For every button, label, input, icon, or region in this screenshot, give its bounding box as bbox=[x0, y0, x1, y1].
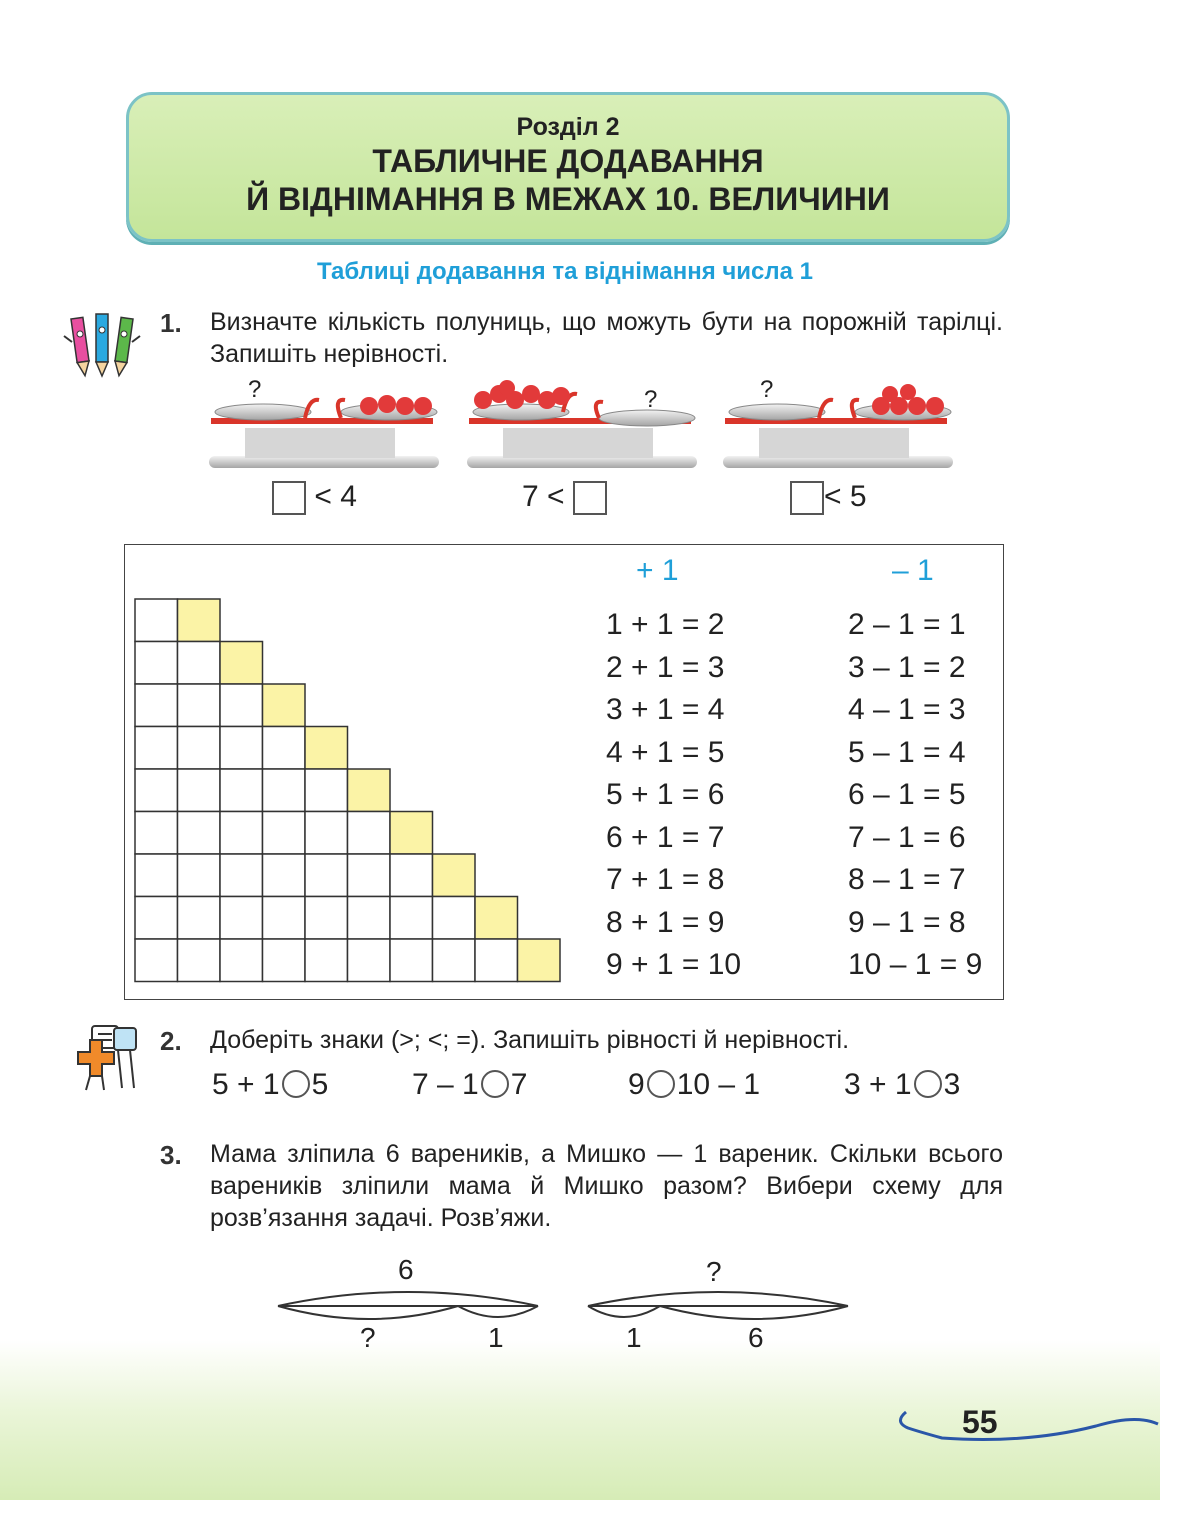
minus-one-header: – 1 bbox=[892, 554, 934, 587]
grid-cell bbox=[263, 939, 306, 982]
scale3-question: ? bbox=[760, 376, 774, 403]
grid-cell bbox=[433, 939, 476, 982]
expression-1: 5 + 1 5 bbox=[212, 1068, 329, 1101]
grid-cell bbox=[135, 727, 178, 770]
minus-equation-row: 7 – 1 = 6 bbox=[848, 820, 966, 854]
grid-cell bbox=[178, 939, 221, 982]
grid-cell bbox=[135, 897, 178, 940]
minus-equation-row: 9 – 1 = 8 bbox=[848, 905, 966, 939]
grid-cell bbox=[135, 769, 178, 812]
expression-3: 9 10 – 1 bbox=[628, 1068, 761, 1101]
plus-one-header: + 1 bbox=[636, 554, 679, 587]
grid-cell bbox=[135, 642, 178, 685]
expression-4: 3 + 1 3 bbox=[844, 1068, 961, 1101]
pencils-characters-icon bbox=[60, 306, 146, 382]
plus-equation-row: 1 + 1 = 2 bbox=[606, 608, 725, 641]
grid-cell bbox=[135, 599, 178, 642]
highlighted-cell bbox=[220, 642, 263, 685]
plus-equation-row: 2 + 1 = 3 bbox=[606, 650, 725, 684]
expression-2: 7 – 1 7 bbox=[412, 1068, 528, 1101]
task1-text: Визначте кількість полуниць, що можуть бути на порожній тарілці. Запишіть нерівності. bbox=[210, 308, 1003, 368]
scheme1-bottom-left: ? bbox=[360, 1322, 376, 1353]
task2-number: 2. bbox=[160, 1026, 182, 1056]
answer-box-3[interactable] bbox=[790, 481, 824, 515]
plus-equation-row: 7 + 1 = 8 bbox=[606, 863, 725, 896]
minus-equation-row: 5 – 1 = 4 bbox=[848, 735, 966, 769]
grid-cell bbox=[135, 812, 178, 855]
page-number: 55 bbox=[962, 1404, 998, 1440]
grid-cell bbox=[135, 684, 178, 727]
grid-cell bbox=[178, 684, 221, 727]
scheme1-top: 6 bbox=[398, 1254, 414, 1285]
schemes-illustration bbox=[270, 1284, 860, 1344]
grid-cell bbox=[305, 854, 348, 897]
grid-cell bbox=[220, 684, 263, 727]
answer-box-2[interactable] bbox=[573, 481, 607, 515]
scheme2-bottom-left: 1 bbox=[626, 1322, 642, 1353]
scales-illustration bbox=[205, 378, 965, 472]
sign-circle-1[interactable] bbox=[282, 1070, 310, 1098]
grid-cell bbox=[220, 769, 263, 812]
grid-cell bbox=[348, 939, 391, 982]
chapter-number: Розділ 2 bbox=[516, 113, 620, 141]
grid-cell bbox=[305, 939, 348, 982]
sign-circle-2[interactable] bbox=[481, 1070, 509, 1098]
task3-text: Мама зліпила 6 вареників, а Мишко — 1 вареник. Скільки всього вареників зліпили мама й Мишко разом? Вибери схему для розв’язання задачі. Розв’яжи. bbox=[210, 1140, 1003, 1232]
inequality-1: < 4 bbox=[272, 480, 357, 515]
grid-cell bbox=[348, 812, 391, 855]
scheme1-bottom-right: 1 bbox=[488, 1322, 504, 1353]
highlighted-cell bbox=[305, 727, 348, 770]
grid-cell bbox=[220, 812, 263, 855]
grid-cell bbox=[135, 854, 178, 897]
grid-cell bbox=[390, 854, 433, 897]
minus-equation-row: 6 – 1 = 5 bbox=[848, 778, 966, 811]
grid-cell bbox=[263, 727, 306, 770]
highlighted-cell bbox=[390, 812, 433, 855]
sign-circle-4[interactable] bbox=[914, 1070, 942, 1098]
task1-number: 1. bbox=[160, 308, 182, 338]
minus-equation-row: 4 – 1 = 3 bbox=[848, 693, 966, 726]
scale-1 bbox=[209, 395, 439, 468]
plus-equation-row: 9 + 1 = 10 bbox=[606, 948, 742, 981]
section-title: Таблиці додавання та віднімання числа 1 bbox=[316, 258, 814, 285]
highlighted-cell bbox=[178, 599, 221, 642]
answer-box-1[interactable] bbox=[272, 481, 306, 515]
grid-cell bbox=[348, 897, 391, 940]
scale1-question: ? bbox=[248, 376, 262, 403]
minus-equation-row: 3 – 1 = 2 bbox=[848, 650, 966, 684]
highlighted-cell bbox=[348, 769, 391, 812]
plus-equation-row: 5 + 1 = 6 bbox=[606, 778, 725, 811]
staircase-grid bbox=[134, 598, 564, 984]
scheme-2-arcs bbox=[588, 1292, 848, 1319]
chapter-title-line2: Й ВІДНІМАННЯ В МЕЖАХ 10. ВЕЛИЧИНИ bbox=[246, 181, 890, 217]
inequality-3: < 5 bbox=[790, 480, 867, 515]
minus-equation-row: 8 – 1 = 7 bbox=[848, 863, 966, 896]
grid-cell bbox=[305, 812, 348, 855]
scale2-question: ? bbox=[644, 386, 658, 413]
plus-equation-row: 4 + 1 = 5 bbox=[606, 735, 725, 769]
grid-cell bbox=[390, 897, 433, 940]
grid-cell bbox=[178, 727, 221, 770]
scheme2-bottom-right: 6 bbox=[748, 1322, 764, 1353]
grid-cell bbox=[305, 897, 348, 940]
highlighted-cell bbox=[263, 684, 306, 727]
grid-cell bbox=[178, 812, 221, 855]
chapter-title-line1: ТАБЛИЧНЕ ДОДАВАННЯ bbox=[372, 143, 764, 179]
plus-equation-row: 8 + 1 = 9 bbox=[606, 905, 725, 939]
grid-cell bbox=[433, 897, 476, 940]
grid-cell bbox=[263, 769, 306, 812]
scheme-1-arcs bbox=[278, 1292, 538, 1319]
grid-cell bbox=[348, 854, 391, 897]
task2-text: Доберіть знаки (>; <; =). Запишіть рівності й нерівності. bbox=[210, 1026, 850, 1054]
plus-equation-row: 6 + 1 = 7 bbox=[606, 820, 725, 854]
grid-cell bbox=[475, 939, 518, 982]
grid-cell bbox=[263, 854, 306, 897]
grid-cell bbox=[220, 939, 263, 982]
sign-circle-3[interactable] bbox=[647, 1070, 675, 1098]
chapter-header bbox=[126, 92, 1010, 242]
grid-cell bbox=[135, 939, 178, 982]
grid-cell bbox=[305, 769, 348, 812]
page-number-swoosh bbox=[896, 1404, 1162, 1460]
task3-number: 3. bbox=[160, 1140, 182, 1170]
grid-cell bbox=[178, 897, 221, 940]
minus-equation-row: 10 – 1 = 9 bbox=[848, 948, 983, 981]
grid-cell bbox=[263, 812, 306, 855]
scale-2 bbox=[467, 380, 697, 468]
grid-cell bbox=[220, 854, 263, 897]
grid-cell bbox=[263, 897, 306, 940]
grid-cell bbox=[178, 642, 221, 685]
scale-3 bbox=[723, 384, 953, 468]
grid-cell bbox=[178, 854, 221, 897]
minus-equation-row: 2 – 1 = 1 bbox=[848, 608, 966, 641]
inequality-2: 7 < bbox=[522, 480, 607, 515]
highlighted-cell bbox=[518, 939, 561, 982]
grid-cell bbox=[220, 897, 263, 940]
grid-cell bbox=[390, 939, 433, 982]
highlighted-cell bbox=[433, 854, 476, 897]
highlighted-cell bbox=[475, 897, 518, 940]
grid-cell bbox=[220, 727, 263, 770]
grid-cell bbox=[178, 769, 221, 812]
plus-equation-row: 3 + 1 = 4 bbox=[606, 693, 725, 726]
scheme2-top: ? bbox=[706, 1256, 722, 1287]
math-signs-characters-icon bbox=[64, 1022, 144, 1094]
